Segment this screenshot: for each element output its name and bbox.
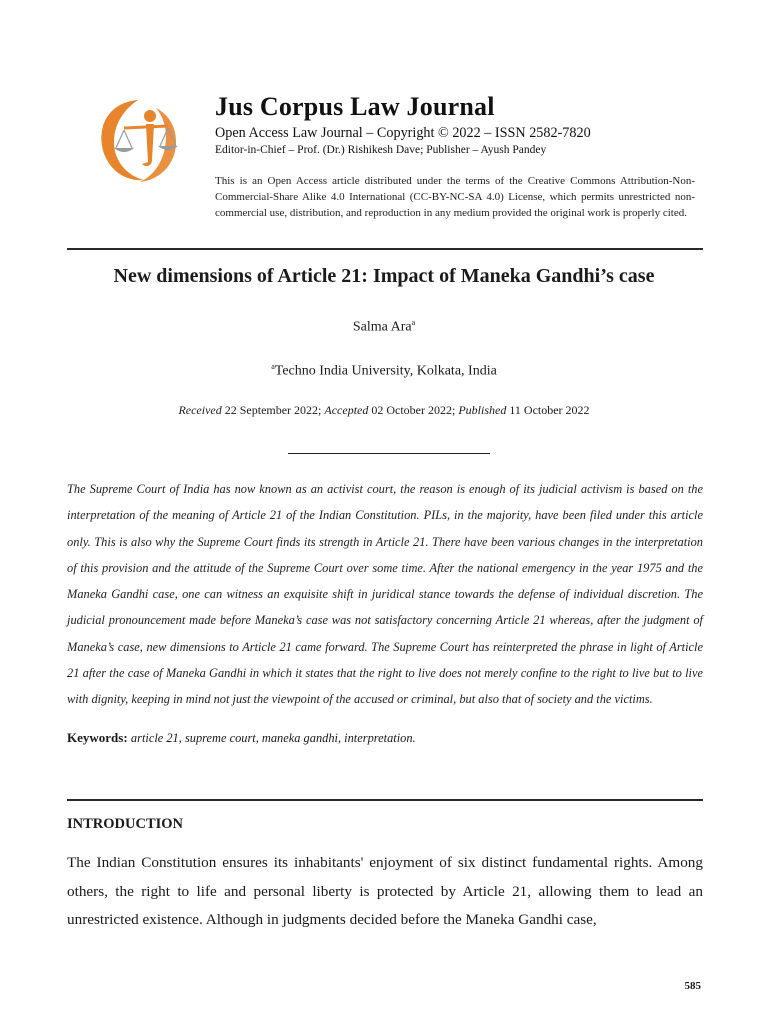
keywords-label: Keywords:: [67, 730, 128, 745]
author-superscript: a: [411, 318, 416, 327]
received-label: Received: [178, 403, 222, 417]
abstract-divider: [67, 799, 703, 801]
author-line: [0, 318, 768, 336]
accepted-date: 02 October 2022;: [371, 403, 456, 417]
header-divider: [67, 248, 703, 250]
affiliation-superscript: a: [271, 362, 275, 371]
journal-subtitle: Open Access Law Journal – Copyright © 2022 – ISSN 2582-7820: [215, 125, 591, 141]
abstract-separator: [288, 453, 490, 454]
publication-dates: [0, 403, 768, 418]
page-number: 585: [684, 980, 701, 992]
published-date: 11 October 2022: [509, 403, 590, 417]
affiliation-line: [0, 362, 768, 380]
journal-info: [215, 90, 695, 221]
abstract-text: The Supreme Court of India has now known as an activist court, the reason is enough of its judicial activism is based on the interpretation of the meaning of Article 21 of the Indian Constitution. PILs, in the majority, have been filed under this article only. This is also why the Supreme Court finds its strength in Article 21. There have been various changes in the interpretation of this provision and the attitude of the Supreme Court over some time. After the national emergency in the year 1975 and the Maneka Gandhi case, one can witness an exquisite shift in juridical stance towards the defense of individual discretion. The judicial pronouncement made before Maneka’s case was not satisfactory concerning Article 21 whereas, after the judgment of Maneka’s case, new dimensions to Article 21 came forward. The Supreme Court has reinterpreted the phrase in light of Article 21 after the case of Maneka Gandhi in which it states that the right to live does not merely confine to the right to live but to live with dignity, keeping in mind not just the viewpoint of the accused or criminal, but also that of society and the victims.: [67, 482, 703, 707]
journal-header: [88, 90, 698, 240]
justice-scales-logo-icon: [94, 96, 182, 186]
accepted-label: Accepted: [324, 403, 369, 417]
introduction-heading: INTRODUCTION: [67, 816, 184, 832]
published-label: Published: [458, 403, 507, 417]
introduction-text: The Indian Constitution ensures its inhabitants' enjoyment of six distinct fundamental rights. Among others, the right to life and personal liberty is protected by Article 21, allowing them to lead an unrestricted existence. Although in judgments decided before the Maneka Gandhi case,: [67, 854, 703, 928]
keywords-line: [67, 730, 703, 746]
affiliation-text: Techno India University, Kolkata, India: [274, 363, 497, 379]
journal-title: Jus Corpus Law Journal: [215, 92, 495, 121]
license-notice: This is an Open Access article distributed under the terms of the Creative Commons Attribution-Non-Commercial-Share Alike 4.0 International (CC-BY-NC-SA 4.0) License, which permits unrestricted non-commercial use, distribution, and reproduction in any medium provided the original work is properly cited.: [215, 175, 695, 219]
keywords-text: article 21, supreme court, maneka gandhi, interpretation.: [130, 731, 416, 745]
article-title: New dimensions of Article 21: Impact of Maneka Gandhi’s case: [113, 265, 655, 287]
received-date: 22 September 2022;: [224, 403, 322, 417]
author-name: Salma Ara: [352, 319, 412, 335]
journal-editor-line: Editor-in-Chief – Prof. (Dr.) Rishikesh Dave; Publisher – Ayush Pandey: [215, 144, 547, 156]
